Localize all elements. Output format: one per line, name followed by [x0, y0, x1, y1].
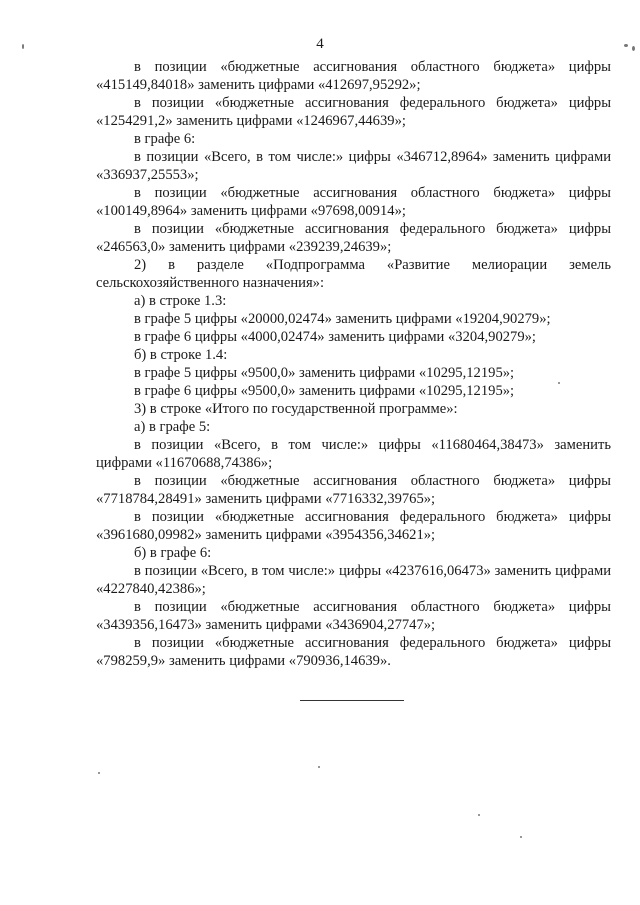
scan-speck	[22, 44, 24, 49]
closing-rule	[300, 700, 404, 701]
paragraph: 3) в строке «Итого по государственной программе»:	[134, 401, 458, 417]
paragraph: а) в графе 5:	[134, 419, 211, 435]
paragraph: в позиции «бюджетные ассигнования областного бюджета» цифры «3439356,16473» заменить цифрами «3436904,27747»;	[96, 599, 611, 633]
scan-speck	[624, 44, 628, 47]
paragraph: в графе 6 цифры «4000,02474» заменить цифрами «3204,90279»;	[134, 329, 536, 345]
paragraph: в позиции «бюджетные ассигнования областного бюджета» цифры «7718784,28491» заменить цифрами «7716332,39765»;	[96, 473, 611, 507]
paragraph: в позиции «Всего, в том числе:» цифры «4237616,06473» заменить цифрами «4227840,42386»;	[96, 563, 611, 597]
scan-speck	[98, 772, 100, 774]
paragraph: в позиции «Всего, в том числе:» цифры «11680464,38473» заменить цифрами «11670688,74386»;	[96, 437, 611, 471]
paragraph: в позиции «бюджетные ассигнования областного бюджета» цифры «415149,84018» заменить цифрами «412697,95292»;	[96, 59, 611, 93]
paragraph: в позиции «бюджетные ассигнования федерального бюджета» цифры «3961680,09982» заменить цифрами «3954356,34621»;	[96, 509, 611, 543]
paragraph: б) в графе 6:	[134, 545, 212, 561]
scan-speck	[558, 382, 560, 384]
page-number: 4	[316, 36, 324, 52]
paragraph: 2) в разделе «Подпрограмма «Развитие мелиорации земель сельскохозяйственного назначения»:	[96, 257, 611, 291]
document-body	[96, 58, 611, 670]
paragraph: в графе 5 цифры «9500,0» заменить цифрами «10295,12195»;	[134, 365, 515, 381]
scan-speck	[520, 836, 522, 838]
paragraph: в позиции «Всего, в том числе:» цифры «346712,8964» заменить цифрами «336937,25553»;	[96, 149, 611, 183]
scan-speck	[478, 814, 480, 816]
scan-speck	[632, 46, 635, 51]
paragraph: в позиции «бюджетные ассигнования федерального бюджета» цифры «798259,9» заменить цифрами «790936,14639».	[96, 635, 611, 669]
paragraph: б) в строке 1.4:	[134, 347, 228, 363]
paragraph: в графе 6:	[134, 131, 196, 147]
paragraph: в позиции «бюджетные ассигнования федерального бюджета» цифры «1254291,2» заменить цифрами «1246967,44639»;	[96, 95, 611, 129]
scan-speck	[318, 766, 320, 768]
paragraph: в позиции «бюджетные ассигнования федерального бюджета» цифры «246563,0» заменить цифрами «239239,24639»;	[96, 221, 611, 255]
paragraph: в позиции «бюджетные ассигнования областного бюджета» цифры «100149,8964» заменить цифрами «97698,00914»;	[96, 185, 611, 219]
paragraph: в графе 6 цифры «9500,0» заменить цифрами «10295,12195»;	[134, 383, 515, 399]
paragraph: в графе 5 цифры «20000,02474» заменить цифрами «19204,90279»;	[134, 311, 551, 327]
paragraph: а) в строке 1.3:	[134, 293, 227, 309]
